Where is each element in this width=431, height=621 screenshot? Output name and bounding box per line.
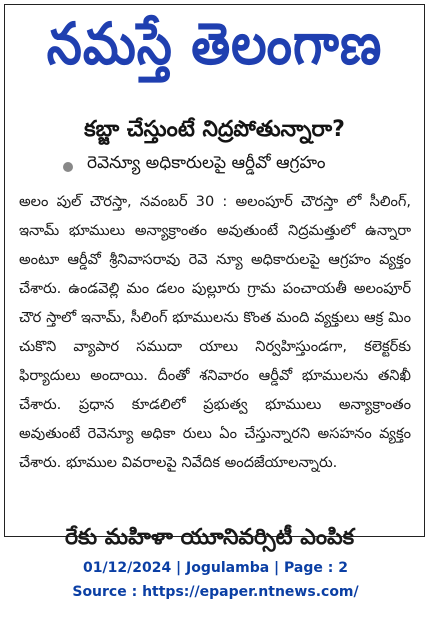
masthead-logo-text: నమస్తే తెలంగాణ — [46, 10, 383, 77]
bullet-icon — [63, 162, 73, 172]
clipping-frame — [4, 4, 425, 550]
article-headline: కబ్జా చేస్తుంటే నిద్రపోతున్నారా? — [84, 117, 345, 142]
cut-headline-text: రేకు మహిళా యూనివర్సిటీ ఎంపిక — [65, 525, 355, 550]
newspaper-masthead — [5, 5, 424, 97]
article-body — [19, 187, 411, 477]
edition-info: 01/12/2024 | Jogulamba | Page : 2 — [83, 560, 348, 576]
article-body-paragraph: అలం పుల్ చౌరస్తా, నవంబర్ 30 : అలంపూర్ చౌరస్తా లో సీలింగ్, ఇనామ్ భూములు అన్యాక్రాంతం అవుతుంటే నిద్రమత్తులో ఉన్నారా అంటూ ఆర్డీవో శ్రీనివాసరావు రెవె న్యూ అధికారులపై ఆగ్రహం వ్యక్తం చేశారు. ఉండవెల్లి మం డలం పుల్లూరు గ్రామ పంచాయతీ అలంపూర్ చౌర స్తాలో ఇనామ్, సీలింగ్ భూములను కొంత మంది వ్యక్తులు ఆక్ర మిం చుకొని వ్యాపార సముదా యాలు నిర్వహిస్తుండగా, కలెక్టర్‌కు ఫిర్యాదులు అందాయి. దీంతో శనివారం ఆర్డీవో భూములను తనిఖీ చేశారు. ప్రధాన కూడలిలో ప్రభుత్వ భూములు అన్యాక్రాంతం అవుతుంటే రెవెన్యూ అధికా రులు ఏం చేస్తున్నారని అసహనం వ్యక్తం చేశారు. భూముల వివరాలపై నివేదిక అందజేయాలన్నారు. — [19, 193, 411, 471]
next-article-cut-headline — [65, 517, 385, 550]
subheadline-text: రెవెన్యూ అధికారులపై ఆర్డీవో ఆగ్రహం — [87, 153, 326, 173]
source-link[interactable]: Source : https://epaper.ntnews.com/ — [72, 584, 359, 600]
